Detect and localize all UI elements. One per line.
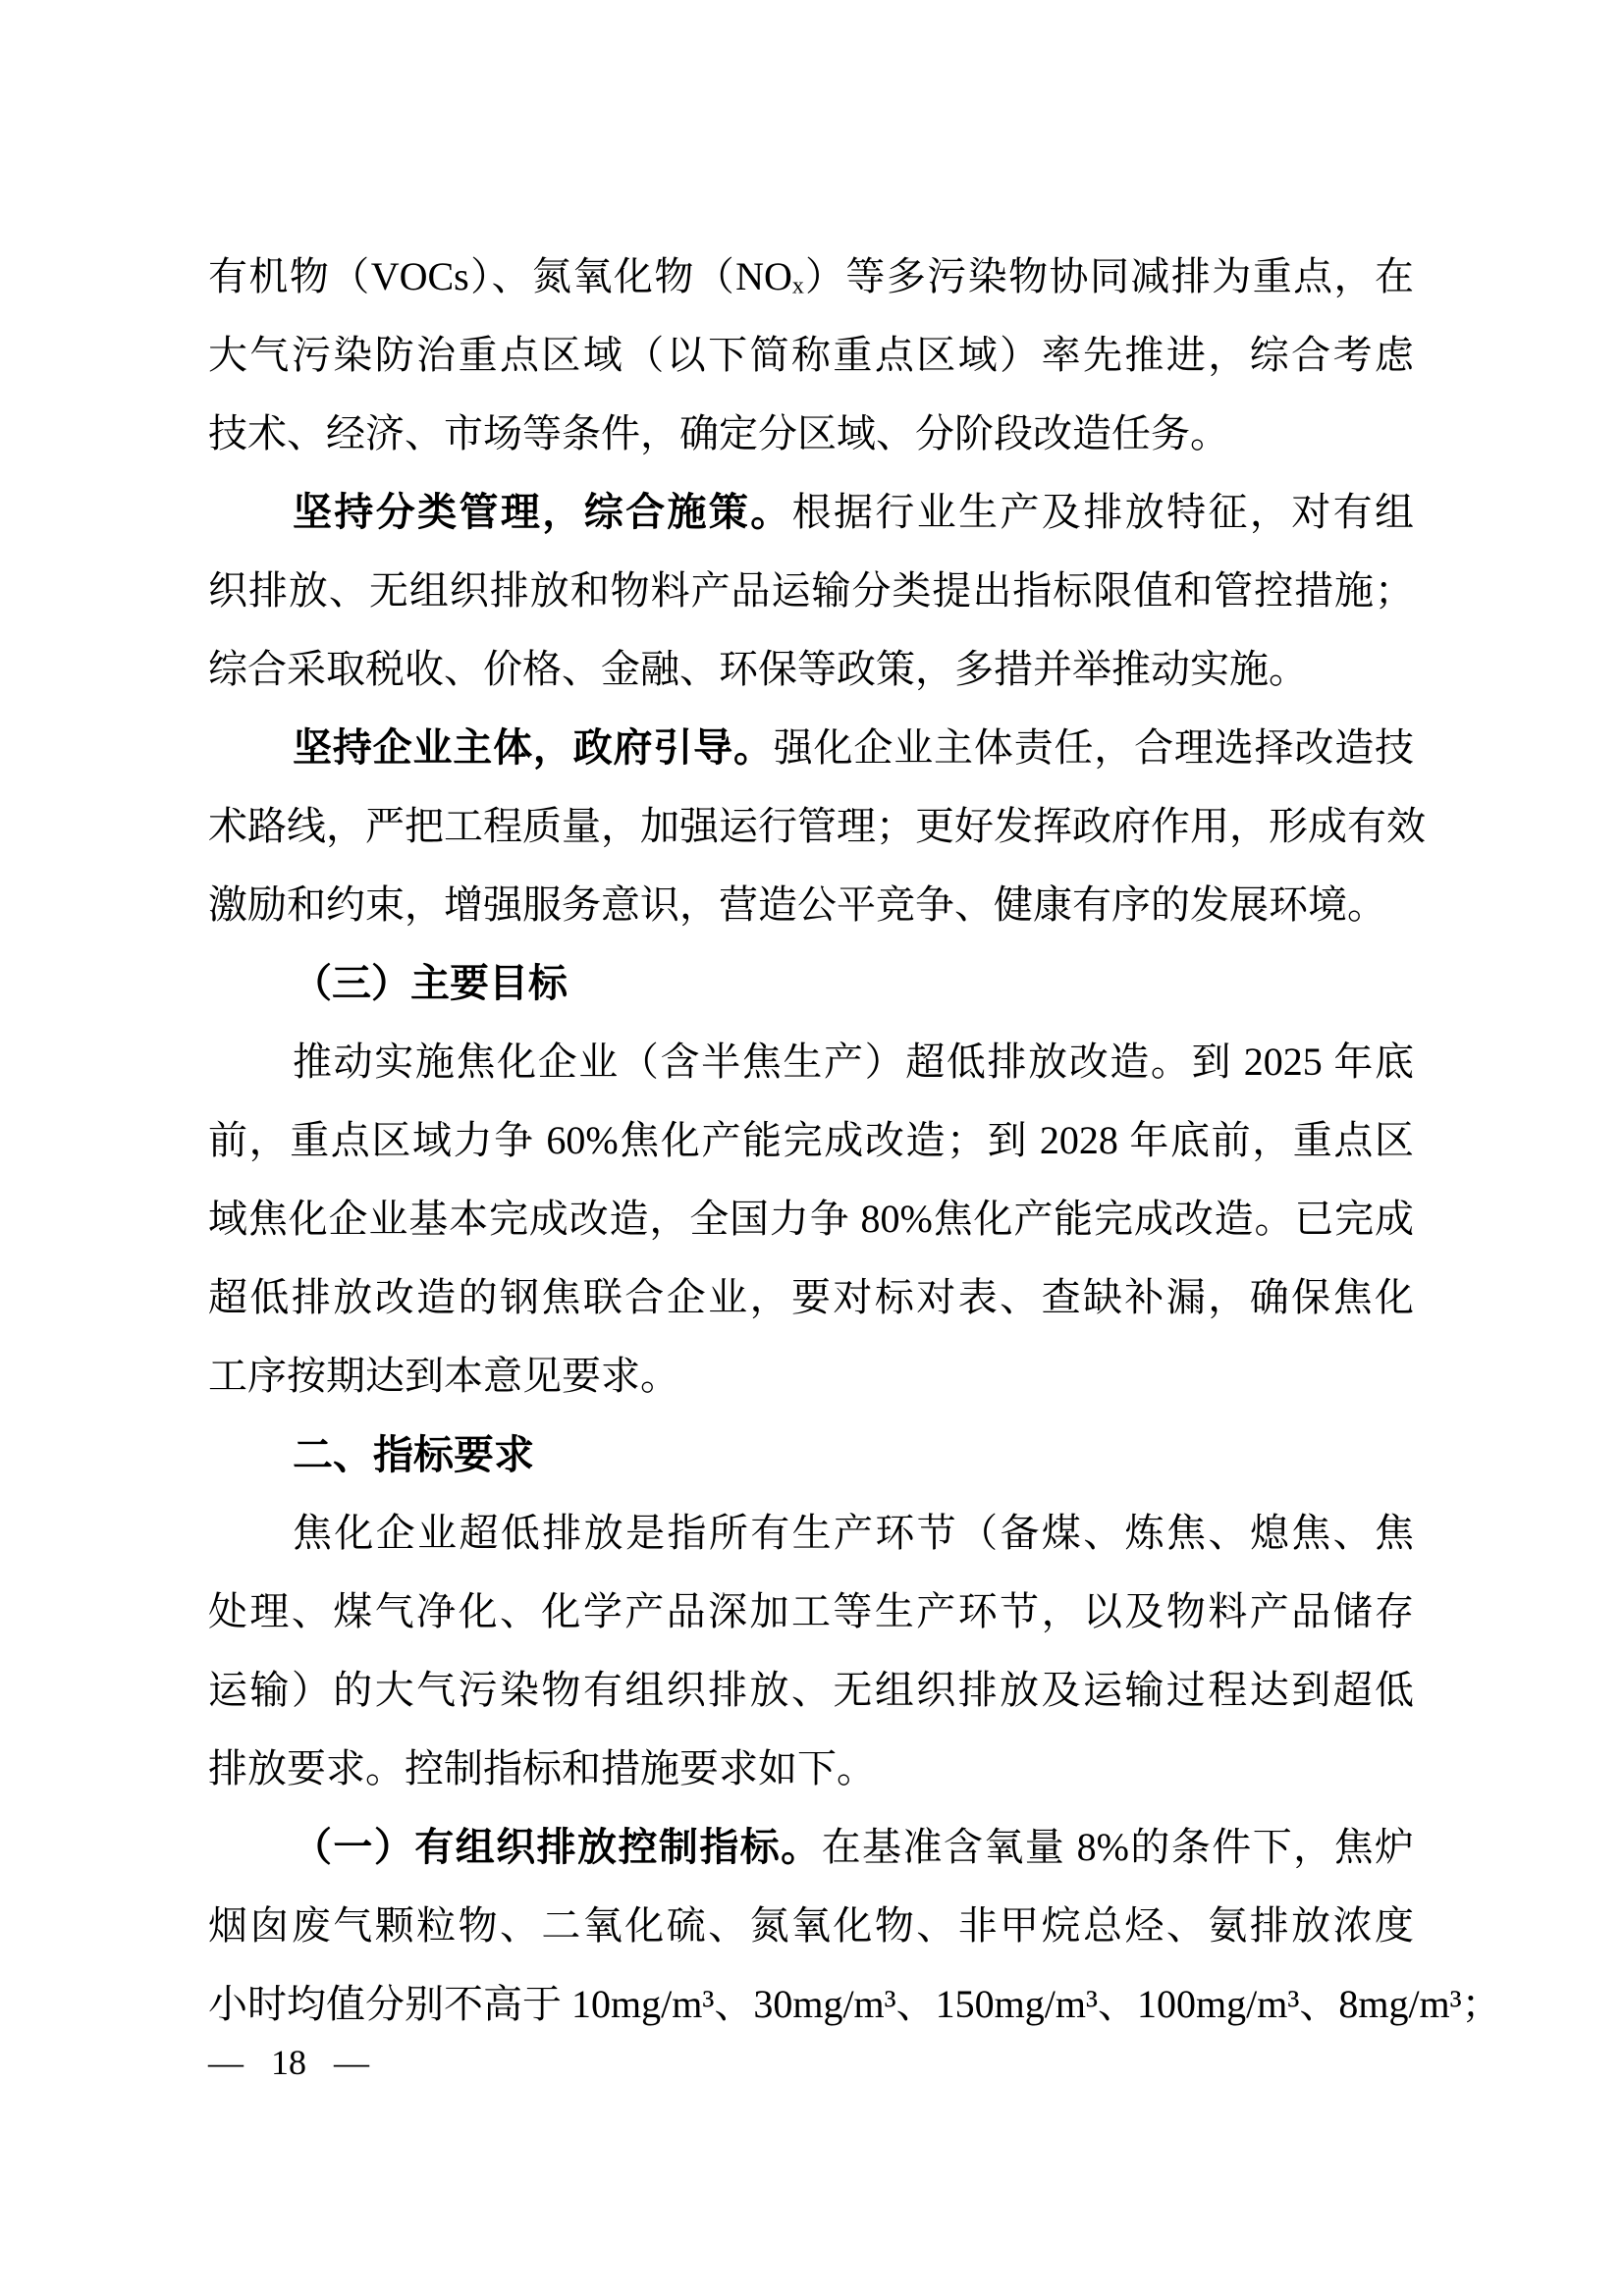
text-line (208, 1180, 1414, 1258)
footer-dash-left: — (208, 2043, 244, 2082)
section-heading (208, 1415, 1414, 1494)
text-line (208, 1494, 1414, 1573)
line-text: 烟囱废气颗粒物、二氧化硫、氮氧化物、非甲烷总烃、氨排放浓度 (208, 1903, 1414, 1948)
text-line (208, 238, 1414, 316)
text-line (208, 473, 1414, 552)
line-text: 激励和约束，增强服务意识，营造公平竞争、健康有序的发展环境。 (208, 882, 1386, 927)
line-text: 工序按期达到本意见要求。 (208, 1354, 679, 1398)
line-text: 推动实施焦化企业（含半焦生产）超低排放改造。到 2025 年底 (293, 1040, 1414, 1084)
line-text: 在基准含氧量 8%的条件下，焦炉 (821, 1825, 1414, 1869)
line-text: 处理、煤气净化、化学产品深加工等生产环节，以及物料产品储存 (208, 1589, 1414, 1633)
section-heading (208, 944, 1414, 1023)
text-line (208, 316, 1414, 395)
text-line (208, 866, 1414, 944)
text-line (208, 1337, 1414, 1415)
line-text: 根据行业生产及排放特征，对有组 (791, 490, 1415, 534)
text-line (208, 1887, 1414, 1965)
line-text: 强化企业主体责任，合理选择改造技 (773, 725, 1415, 770)
text-line (208, 395, 1414, 473)
text-line (208, 1651, 1414, 1730)
page-footer (208, 2033, 369, 2092)
line-text: 运输）的大气污染物有组织排放、无组织排放及运输过程达到超低 (208, 1668, 1414, 1712)
text-line (208, 1101, 1414, 1180)
line-text: 前，重点区域力争 60%焦化产能完成改造；到 2028 年底前，重点区 (208, 1118, 1414, 1162)
line-text: 综合采取税收、价格、金融、环保等政策，多措并举推动实施。 (208, 647, 1308, 691)
line-text: 有机物（VOCs）、氮氧化物（NOₓ）等多污染物协同减排为重点，在 (208, 254, 1414, 298)
text-line (208, 709, 1414, 787)
text-line (208, 1258, 1414, 1337)
text-line (208, 1808, 1414, 1887)
line-text: 焦化企业超低排放是指所有生产环节（备煤、炼焦、熄焦、焦 (293, 1511, 1414, 1555)
line-text: 术路线，严把工程质量，加强运行管理；更好发挥政府作用，形成有效 (208, 804, 1426, 848)
line-text: 域焦化企业基本完成改造，全国力争 80%焦化产能完成改造。已完成 (208, 1197, 1414, 1241)
bold-lead: （一）有组织排放控制指标。 (293, 1825, 822, 1869)
text-line (208, 787, 1426, 866)
line-text: 小时均值分别不高于 10mg/m³、30mg/m³、150mg/m³、100mg/m³、8mg/m³； (208, 1982, 1501, 2026)
footer-dash-right: — (334, 2043, 369, 2082)
line-text: 织排放、无组织排放和物料产品运输分类提出指标限值和管控措施； (208, 568, 1414, 613)
text-line (208, 1965, 1501, 2044)
text-line (208, 1023, 1414, 1101)
text-line (208, 630, 1414, 709)
line-text: 技术、经济、市场等条件，确定分区域、分阶段改造任务。 (208, 411, 1229, 455)
bold-lead: 坚持分类管理，综合施策。 (293, 490, 792, 534)
text-line (208, 1730, 1414, 1808)
text-line (208, 1573, 1414, 1651)
document-body (208, 238, 1501, 2044)
line-text: 大气污染防治重点区域（以下简称重点区域）率先推进，综合考虑 (208, 333, 1414, 377)
text-line (208, 552, 1414, 630)
page-number: 18 (271, 2043, 306, 2082)
heading-text: 二、指标要求 (293, 1432, 534, 1477)
line-text: 超低排放改造的钢焦联合企业，要对标对表、查缺补漏，确保焦化 (208, 1275, 1414, 1319)
heading-text: （三）主要目标 (293, 961, 568, 1005)
line-text: 排放要求。控制指标和措施要求如下。 (208, 1746, 876, 1790)
bold-lead: 坚持企业主体，政府引导。 (293, 725, 774, 770)
